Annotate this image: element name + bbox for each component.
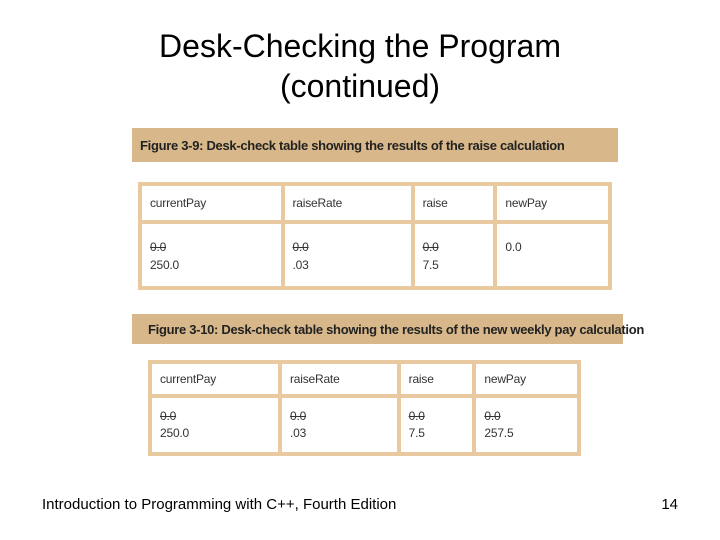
current-value: 250.0 bbox=[150, 258, 180, 272]
column-header-raise: raise bbox=[415, 186, 494, 220]
crossed-out-value: 0.0 bbox=[422, 240, 439, 254]
cell-new-pay bbox=[497, 224, 608, 286]
current-value: 257.5 bbox=[484, 426, 514, 440]
cell-raise bbox=[401, 398, 473, 452]
cell-current-pay bbox=[142, 224, 281, 286]
crossed-out-value: 0.0 bbox=[289, 409, 307, 423]
figure-3-10-caption: Figure 3-10: Desk-check table showing the results of the new weekly pay calculation bbox=[132, 314, 623, 344]
table-row bbox=[142, 224, 608, 286]
column-header-current-pay: currentPay bbox=[152, 364, 278, 394]
current-value: 250.0 bbox=[160, 426, 190, 440]
desk-check-table-new-pay bbox=[148, 360, 581, 456]
table-row bbox=[152, 398, 577, 452]
desk-check-table bbox=[148, 360, 581, 456]
slide-title-line2: (continued) bbox=[279, 68, 441, 104]
column-header-raise: raise bbox=[401, 364, 473, 394]
page-number: 14 bbox=[661, 496, 678, 513]
current-value: 0.0 bbox=[505, 240, 522, 254]
figure-3-9-caption: Figure 3-9: Desk-check table showing the results of the raise calculation bbox=[132, 128, 618, 162]
slide-title bbox=[0, 26, 720, 106]
table-header-row bbox=[152, 364, 577, 394]
crossed-out-value: 0.0 bbox=[160, 409, 177, 423]
current-value: .03 bbox=[292, 258, 309, 272]
column-header-current-pay: currentPay bbox=[142, 186, 281, 220]
desk-check-table-raise bbox=[138, 182, 612, 290]
crossed-out-value: 0.0 bbox=[150, 240, 167, 254]
cell-current-pay bbox=[152, 398, 278, 452]
slide-footer: Introduction to Programming with C++, Fourth Edition bbox=[42, 496, 397, 513]
crossed-out-value: 0.0 bbox=[408, 409, 425, 423]
column-header-new-pay: newPay bbox=[476, 364, 577, 394]
table-header-row bbox=[142, 186, 608, 220]
cell-new-pay bbox=[476, 398, 577, 452]
column-header-new-pay: newPay bbox=[497, 186, 608, 220]
slide-title-line1: Desk-Checking the Program bbox=[159, 28, 561, 64]
column-header-raise-rate: raiseRate bbox=[282, 364, 397, 394]
current-value: 7.5 bbox=[422, 258, 439, 272]
current-value: 7.5 bbox=[408, 426, 425, 440]
desk-check-table bbox=[138, 182, 612, 290]
cell-raise-rate bbox=[285, 224, 411, 286]
crossed-out-value: 0.0 bbox=[292, 240, 309, 254]
crossed-out-value: 0.0 bbox=[484, 409, 501, 423]
column-header-raise-rate: raiseRate bbox=[285, 186, 411, 220]
cell-raise-rate bbox=[282, 398, 397, 452]
cell-raise bbox=[415, 224, 494, 286]
current-value: .03 bbox=[289, 426, 307, 440]
